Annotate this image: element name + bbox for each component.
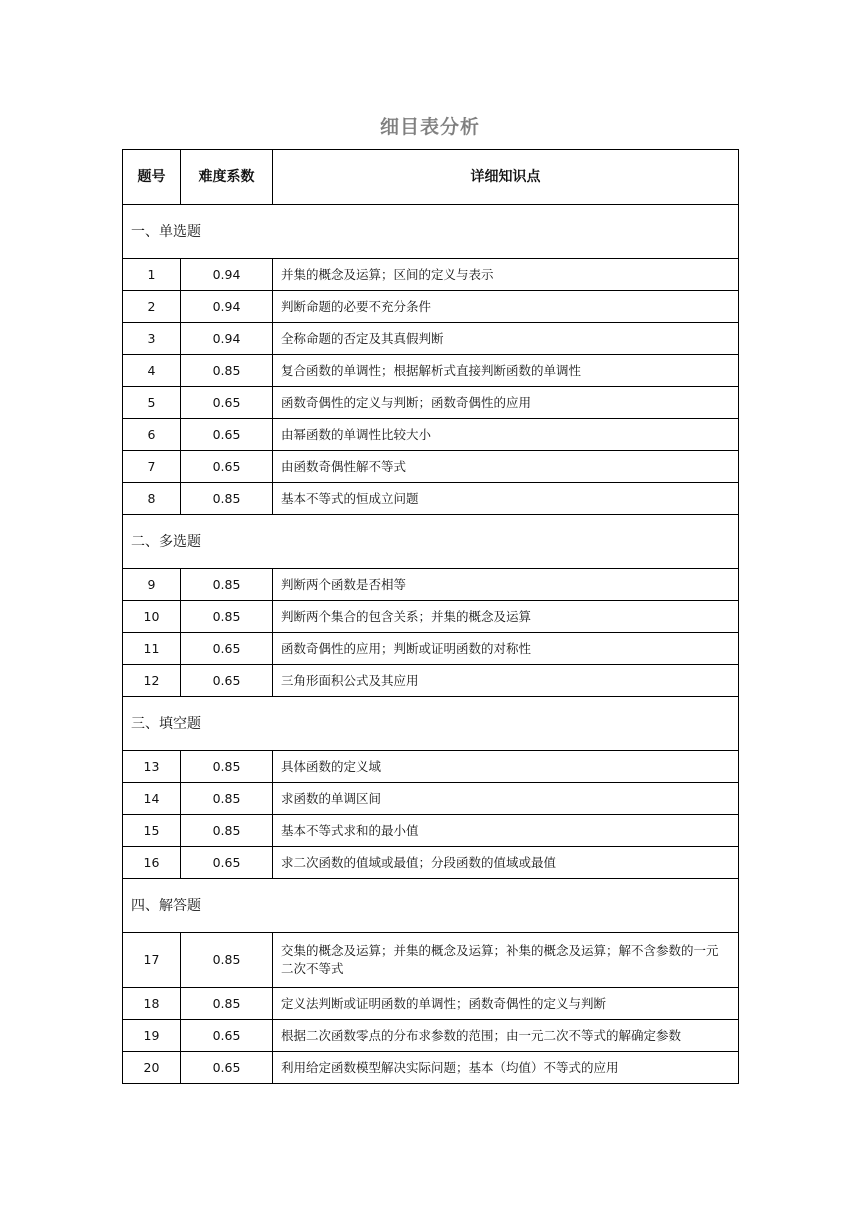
question-number: 4 [123,355,181,387]
table-row [123,483,739,515]
knowledge-text: 利用给定函数模型解决实际问题；基本（均值）不等式的应用 [273,1052,739,1084]
page-title: 细目表分析 [379,116,480,138]
section-row [123,879,739,933]
question-number: 9 [123,569,181,601]
question-number: 11 [123,633,181,665]
difficulty-value: 0.94 [181,259,273,291]
difficulty-value: 0.65 [181,419,273,451]
section-row [123,697,739,751]
question-number: 20 [123,1052,181,1084]
knowledge-text: 根据二次函数零点的分布求参数的范围；由一元二次不等式的解确定参数 [273,1020,739,1052]
table-row [123,988,739,1020]
difficulty-value: 0.65 [181,847,273,879]
table-row [123,847,739,879]
question-number: 8 [123,483,181,515]
difficulty-value: 0.65 [181,387,273,419]
table-row [123,451,739,483]
table-row [123,933,739,988]
knowledge-text: 求函数的单调区间 [273,783,739,815]
table-row [123,751,739,783]
difficulty-value: 0.85 [181,783,273,815]
difficulty-value: 0.65 [181,633,273,665]
knowledge-text: 函数奇偶性的应用；判断或证明函数的对称性 [273,633,739,665]
difficulty-value: 0.85 [181,569,273,601]
difficulty-value: 0.85 [181,933,273,988]
section-label: 三、填空题 [123,697,739,751]
question-number: 15 [123,815,181,847]
difficulty-value: 0.85 [181,815,273,847]
difficulty-value: 0.94 [181,291,273,323]
table-row [123,1052,739,1084]
knowledge-text: 并集的概念及运算；区间的定义与表示 [273,259,739,291]
knowledge-text: 判断两个集合的包含关系；并集的概念及运算 [273,601,739,633]
question-number: 13 [123,751,181,783]
header-difficulty: 难度系数 [181,150,273,205]
table-row [123,291,739,323]
section-label: 一、单选题 [123,205,739,259]
question-number: 2 [123,291,181,323]
section-label: 二、多选题 [123,515,739,569]
knowledge-text: 基本不等式求和的最小值 [273,815,739,847]
question-number: 17 [123,933,181,988]
difficulty-value: 0.85 [181,601,273,633]
knowledge-text: 由幂函数的单调性比较大小 [273,419,739,451]
knowledge-text: 定义法判断或证明函数的单调性；函数奇偶性的定义与判断 [273,988,739,1020]
question-number: 3 [123,323,181,355]
question-number: 18 [123,988,181,1020]
section-label: 四、解答题 [123,879,739,933]
knowledge-text: 函数奇偶性的定义与判断；函数奇偶性的应用 [273,387,739,419]
knowledge-text: 判断命题的必要不充分条件 [273,291,739,323]
question-number: 16 [123,847,181,879]
knowledge-text: 判断两个函数是否相等 [273,569,739,601]
knowledge-text: 三角形面积公式及其应用 [273,665,739,697]
table-row [123,665,739,697]
table-row [123,387,739,419]
difficulty-value: 0.65 [181,1020,273,1052]
section-row [123,205,739,259]
difficulty-value: 0.85 [181,483,273,515]
table-row [123,569,739,601]
difficulty-value: 0.85 [181,988,273,1020]
question-number: 12 [123,665,181,697]
question-number: 6 [123,419,181,451]
table-row [123,1020,739,1052]
difficulty-value: 0.65 [181,451,273,483]
knowledge-text: 具体函数的定义域 [273,751,739,783]
header-number: 题号 [123,150,181,205]
table-row [123,419,739,451]
difficulty-value: 0.85 [181,751,273,783]
question-number: 10 [123,601,181,633]
table-row [123,323,739,355]
knowledge-text: 求二次函数的值域或最值；分段函数的值域或最值 [273,847,739,879]
difficulty-value: 0.94 [181,323,273,355]
section-row [123,515,739,569]
table-row [123,355,739,387]
knowledge-text: 全称命题的否定及其真假判断 [273,323,739,355]
table-row [123,783,739,815]
knowledge-text: 交集的概念及运算；并集的概念及运算；补集的概念及运算；解不含参数的一元二次不等式 [273,933,739,988]
difficulty-value: 0.85 [181,355,273,387]
question-number: 14 [123,783,181,815]
table-header-row [123,150,739,205]
question-number: 1 [123,259,181,291]
table-row [123,259,739,291]
difficulty-value: 0.65 [181,1052,273,1084]
knowledge-text: 由函数奇偶性解不等式 [273,451,739,483]
question-number: 19 [123,1020,181,1052]
table-row [123,601,739,633]
knowledge-text: 基本不等式的恒成立问题 [273,483,739,515]
analysis-table [122,149,739,1084]
question-number: 5 [123,387,181,419]
knowledge-text: 复合函数的单调性；根据解析式直接判断函数的单调性 [273,355,739,387]
table-row [123,633,739,665]
header-knowledge: 详细知识点 [273,150,739,205]
difficulty-value: 0.65 [181,665,273,697]
table-row [123,815,739,847]
question-number: 7 [123,451,181,483]
